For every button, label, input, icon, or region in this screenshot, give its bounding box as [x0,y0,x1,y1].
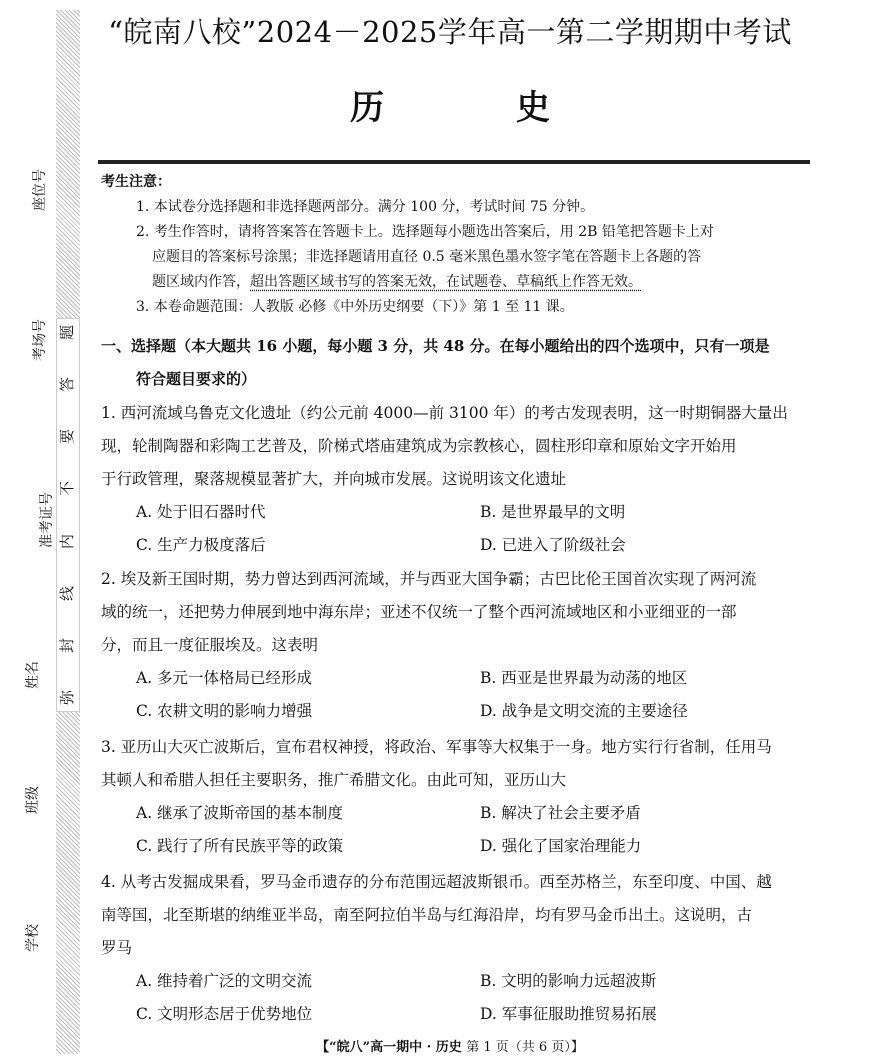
seal-char: 题 [58,324,77,341]
seal-char: 答 [58,377,77,393]
section-heading: 一、选择题（本大题共 16 小题，每小题 3 分，共 48 分。在每小题给出的四个选项中，只有一项是 符合题目要求的） [101,337,770,388]
option-d: D. 军事征服助推贸易拓展 [480,1005,657,1023]
field-class: 班级 [25,786,41,814]
option-b: B. 文明的影响力远超波斯 [480,972,657,990]
subject-title: 历 史 [350,88,610,128]
option-a: A. 处于旧石器时代 [136,503,266,521]
page-footer [0,1036,870,1055]
seal-char: 不 [58,481,77,497]
note-item: 题区域内作答，超出答题区域书写的答案无效，在试题卷、草稿纸上作答无效。 [152,274,642,290]
option-c: C. 农耕文明的影响力增强 [136,702,313,720]
question-2: 2. 埃及新王国时期，势力曾达到西河流域，并与西亚大国争霸；古巴比伦王国首次实现了两河流 域的统一，还把势力伸展到地中海东岸；亚述不仅统一了整个西河流域地区和小亚细亚的一部 分，而且一度征服埃及。这表明 A. 多元一体格局已经形成 B. 西亚是世界最为动荡的地区 C. 农耕文明的影响力增强 D. 战争是文明交流的主要途径 [101,563,813,728]
option-a: A. 维持着广泛的文明交流 [136,972,313,990]
field-school: 学校 [25,924,41,952]
candidate-notes [101,170,811,320]
seal-char: 要 [58,429,77,445]
option-b: B. 西亚是世界最为动荡的地区 [480,669,688,687]
note-item: 1. 本试卷分选择题和非选择题两部分。满分 100 分，考试时间 75 分钟。 [136,199,595,215]
option-d: D. 强化了国家治理能力 [480,837,642,855]
field-exam-room: 考场号 [32,319,48,361]
field-seat-number: 座位号 [32,169,48,211]
option-d: D. 已进入了阶级社会 [480,536,626,554]
field-name: 姓名 [25,661,41,689]
note-emphasis: 超出答题区域书写的答案无效，在试题卷、草稿纸上作答无效。 [250,274,642,290]
header-divider [98,160,810,164]
option-c: C. 践行了所有民族平等的政策 [136,837,344,855]
note-item: 3. 本卷命题范围：人教版 必修《中外历史纲要（下）》第 1 至 11 课。 [136,299,574,315]
note-item: 应题目的答案标号涂黑；非选择题请用直径 0.5 毫米黑色墨水签字笔在答题卡上各题的答 [152,249,702,265]
seal-char: 弥 [58,689,77,705]
exam-title: “皖南八校”2024－2025学年高一第二学期期中考试 [108,15,792,49]
option-c: C. 生产力极度落后 [136,536,266,554]
seal-char: 封 [58,637,77,653]
option-c: C. 文明形态居于优势地位 [136,1005,313,1023]
option-a: A. 继承了波斯帝国的基本制度 [136,804,344,822]
footer-page-number: 第 1 页（共 6 页）】 [466,1040,584,1055]
option-d: D. 战争是文明交流的主要途径 [480,702,688,720]
option-a: A. 多元一体格局已经形成 [136,669,313,687]
footer-exam-label: 【“皖八”高一期中 · 历史 [316,1040,462,1055]
option-b: B. 是世界最早的文明 [480,503,626,521]
note-item: 2. 考生作答时，请将答案答在答题卡上。选择题每小题选出答案后，用 2B 铅笔把答题卡上对 [136,224,714,240]
question-4: 4. 从考古发掘成果看，罗马金币遗存的分布范围远超波斯银币。西至苏格兰，东至印度、中国、越 南等国，北至斯堪的纳维亚半岛，南至阿拉伯半岛与红海沿岸，均有罗马金币出土。这说明，古 罗马 A. 维持着广泛的文明交流 B. 文明的影响力远超波斯 C. 文明形态居于优势地位 D. 军事征服助推贸易拓展 [101,866,813,1031]
notes-heading: 考生注意： [101,174,171,190]
option-b: B. 解决了社会主要矛盾 [480,804,641,822]
seal-char: 线 [58,585,77,601]
seal-char: 内 [58,533,77,549]
question-3: 3. 亚历山大灭亡波斯后，宣布君权神授，将政治、军事等大权集于一身。地方实行行省制，任用马 其顿人和希腊人担任主要职务，推广希腊文化。由此可知，亚历山大 A. 继承了波斯帝国的基本制度 B. 解决了社会主要矛盾 C. 践行了所有民族平等的政策 D. 强化了国家治理能力 [101,731,813,863]
field-admission-number: 准考证号 [39,492,55,548]
question-1: 1. 西河流域乌鲁克文化遗址（约公元前 4000—前 3100 年）的考古发现表明，这一时期铜器大量出 现，轮制陶器和彩陶工艺普及，阶梯式塔庙建筑成为宗教核心，圆柱形印章和原始文字开始用 于行政管理，聚落规模显著扩大，并向城市发展。这说明该文化遗址 A. 处于旧石器时代 B. 是世界最早的文明 C. 生产力极度落后 D. 已进入了阶级社会 [101,397,813,562]
